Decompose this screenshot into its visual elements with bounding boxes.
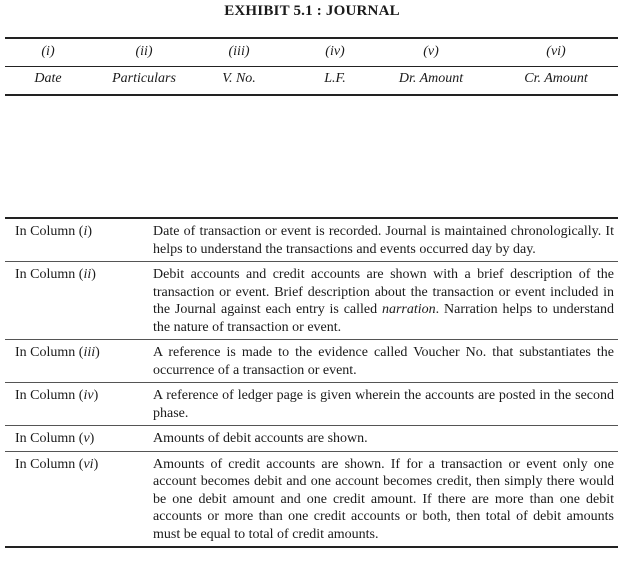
- col-number-iii: (iii): [228, 44, 250, 59]
- col-header-particulars: Particulars: [112, 71, 176, 86]
- column-label: In Column (i): [15, 224, 93, 239]
- column-description: A reference of ledger page is given wherein the accounts are posted in the second phase.: [153, 388, 614, 421]
- journal-mid-rule: [5, 66, 618, 67]
- col-number-ii: (ii): [135, 44, 153, 59]
- column-description: Amounts of debit accounts are shown.: [153, 431, 368, 446]
- column-label: In Column (vi): [15, 456, 99, 472]
- col-header-date: Date: [34, 71, 62, 86]
- column-description: Debit accounts and credit accounts are shown with a brief description of the transaction or event. Brief description about the transaction or event included in the Journal against each entry is called narration. Narration helps to understand the nature of transaction or event.: [153, 267, 614, 335]
- column-description: A reference is made to the evidence called Voucher No. that substantiates the occurrence of a transaction or event.: [153, 345, 614, 378]
- column-description: Date of transaction or event is recorded. Journal is maintained chronologically. It helps to understand the transactions and events occurred day by day.: [153, 224, 614, 257]
- explanation-row-iv: [5, 383, 618, 426]
- journal-column-numbers: [5, 44, 618, 64]
- exhibit-title: EXHIBIT 5.1 : JOURNAL: [224, 3, 400, 19]
- explanation-row-ii: [5, 262, 618, 340]
- column-description: Amounts of credit accounts are shown. If for a transaction or event only one account becomes debit and one account becomes credit, then simply there would be one debit amount and one credit amount. If there are more than one debit accounts or more than one credit accounts or both, then total of debit amounts must be equal to total of credit amounts.: [153, 456, 614, 542]
- journal-top-rule: [5, 37, 618, 39]
- col-number-i: (i): [41, 44, 55, 59]
- explanation-row-i: [5, 217, 618, 262]
- column-label: In Column (iv): [15, 388, 99, 403]
- journal-column-headers: [5, 71, 618, 91]
- explanation-row-iii: [5, 340, 618, 383]
- column-label: In Column (v): [15, 431, 95, 446]
- column-explanations-table: [5, 217, 618, 548]
- col-header-ledger-folio: L.F.: [324, 71, 346, 86]
- col-header-dr-amount: Dr. Amount: [398, 71, 464, 86]
- col-number-iv: (iv): [325, 44, 345, 59]
- col-header-voucher-no: V. No.: [222, 71, 256, 86]
- col-header-cr-amount: Cr. Amount: [524, 71, 588, 86]
- col-number-vi: (vi): [546, 44, 566, 59]
- narration-term: narration: [381, 302, 436, 317]
- column-label: In Column (ii): [15, 267, 96, 282]
- col-number-v: (v): [423, 44, 439, 59]
- explanation-row-v: [5, 426, 618, 452]
- journal-header-bottom-rule: [5, 94, 618, 96]
- explanation-row-vi: [5, 452, 618, 549]
- column-label: In Column (iii): [15, 345, 100, 360]
